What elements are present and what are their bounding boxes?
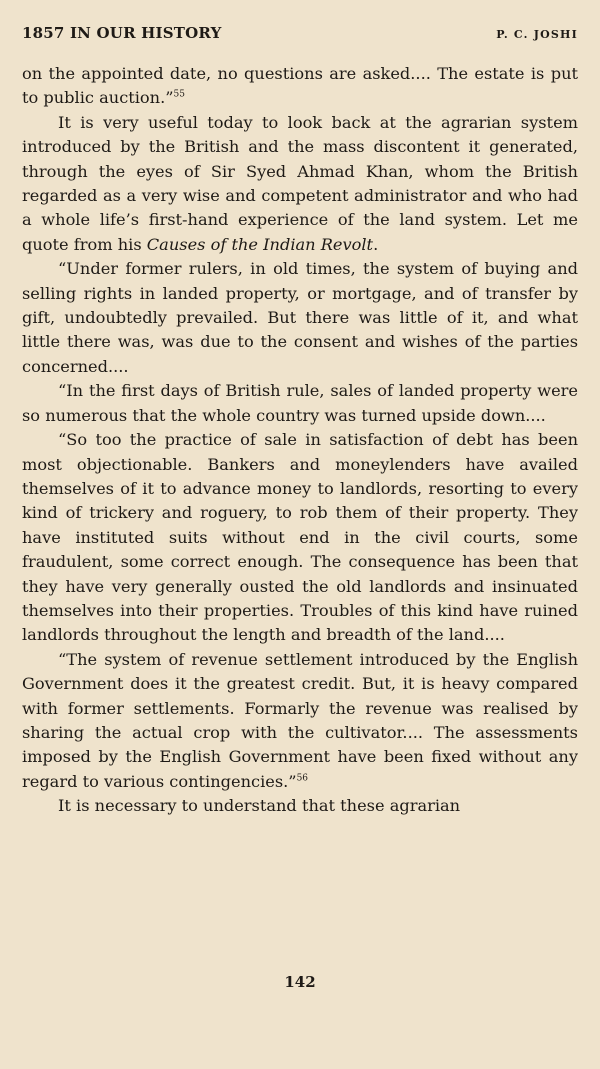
text-segment: . — [373, 234, 379, 254]
body-text — [22, 62, 578, 819]
text-segment: “In the first days of British rule, sales of landed property were so numerous that the whole country was turned upside down.... — [22, 381, 578, 425]
running-header — [22, 24, 578, 42]
text-segment: “So too the practice of sale in satisfaction of debt has been most objectionable. Bankers and moneylenders have availed themselves of it to advance money to landlords, resorting to every kind of trickery and roguery, to rob them of their property. They have instituted suits without end in the civil courts, some fraudulent, some correct enough. The consequence has been that they have very generally ousted the old landlords and insinuated themselves into their properties. Troubles of this kind have ruined landlords throughout the length and breadth of the land.... — [22, 430, 578, 645]
book-title: Causes of the Indian Revolt — [146, 234, 374, 254]
footnote-marker: 55 — [173, 90, 185, 101]
paragraph — [22, 794, 578, 818]
text-segment: It is necessary to understand that these agrarian — [58, 796, 461, 816]
page-number: 142 — [284, 973, 316, 991]
text-segment: “The system of revenue settlement introduced by the English Government does it the greatest credit. But, it is heavy compared with former settlements. Formarly the revenue was realised by sharing the actual crop with the cultivator.... The assessments imposed by the English Government have been fixed without any regard to various contingencies.” — [22, 649, 578, 791]
quote-paragraph — [22, 648, 578, 794]
quote-paragraph — [22, 428, 578, 648]
quote-paragraph — [22, 379, 578, 428]
text-segment: “Under former rulers, in old times, the system of buying and selling rights in landed property, or mortgage, and of transfer by gift, undoubtedly prevailed. But there was little of it, and what little there was, was due to the consent and wishes of the parties concerned.... — [22, 259, 578, 376]
running-author: P. C. JOSHI — [496, 28, 578, 41]
quote-paragraph — [22, 257, 578, 379]
text-segment: It is very useful today to look back at the agrarian system introduced by the British and the mass discontent it generated, through the eyes of Sir Syed Ahmad Khan, whom the British regarded as a very wise and competent administrator and who had a whole life’s first-hand experience of the land system. Let me quote from his — [22, 112, 578, 254]
paragraph — [22, 62, 578, 111]
footnote-marker: 56 — [296, 773, 309, 784]
running-title: 1857 IN OUR HISTORY — [22, 24, 222, 42]
paragraph — [22, 111, 578, 257]
text-segment: on the appointed date, no questions are asked.... The estate is put to public auction.” — [22, 64, 578, 108]
